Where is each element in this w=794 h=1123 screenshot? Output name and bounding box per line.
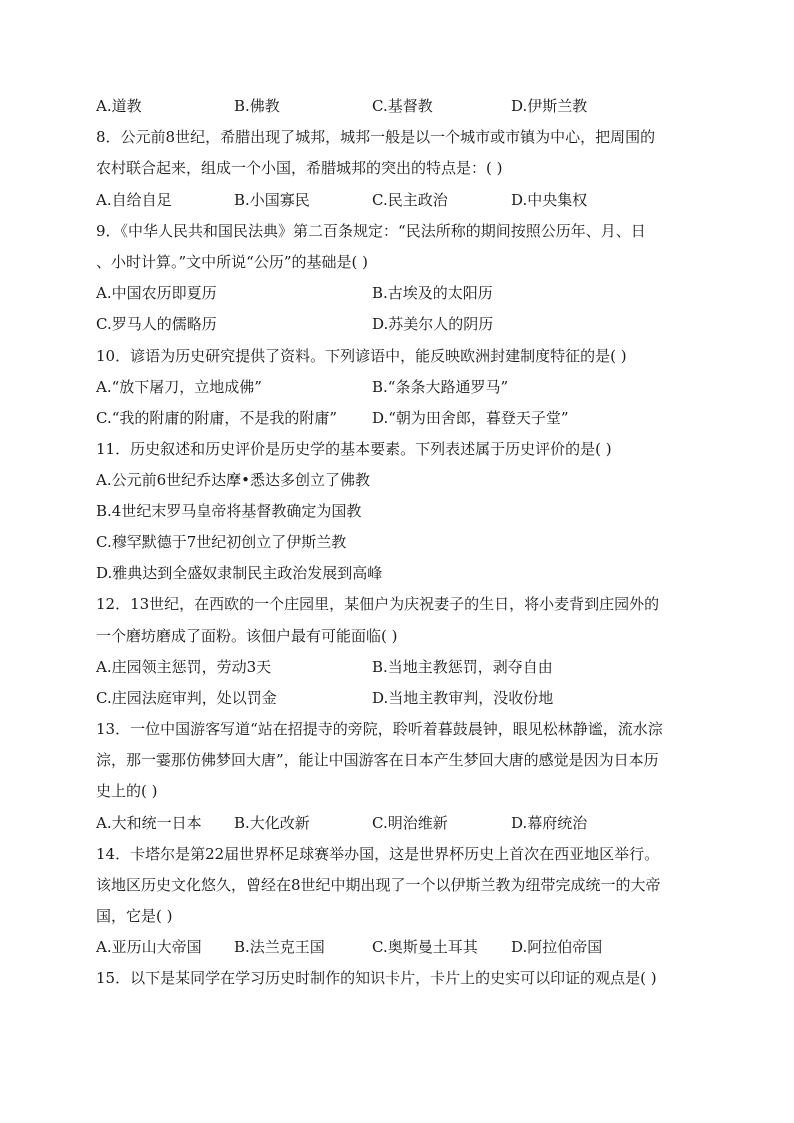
- option-b: B.古埃及的太阳历: [372, 284, 493, 302]
- option-b: B.法兰克王国: [234, 938, 325, 956]
- question-10-stem-line-1: 10．谚语为历史研究提供了资料。下列谚语中，能反映欧洲封建制度特征的是( ): [96, 347, 627, 365]
- question-11-option-c: C.穆罕默德于7世纪初创立了伊斯兰教: [96, 533, 347, 551]
- option-b: B.大化改新: [234, 814, 310, 832]
- option-c: C.明治维新: [372, 814, 448, 832]
- question-9-stem-line-1: 9．《中华人民共和国民法典》第二百条规定：“民法所称的期间按照公历年、月、日: [96, 222, 646, 240]
- option-d: D.阿拉伯帝国: [511, 938, 603, 956]
- question-11-stem-line-1: 11．历史叙述和历史评价是历史学的基本要素。下列表述属于历史评价的是( ): [96, 440, 612, 458]
- option-d: D.苏美尔人的阴历: [372, 315, 494, 333]
- option-a: A.大和统一日本: [96, 814, 202, 832]
- option-b: B.佛教: [234, 97, 280, 115]
- option-b: B.小国寡民: [234, 191, 310, 209]
- question-14-stem-line-3: 国，它是( ): [96, 907, 173, 925]
- question-14-stem-line-1: 14．卡塔尔是第22届世界杯足球赛举办国，这是世界杯历史上首次在西亚地区举行。: [96, 845, 660, 863]
- question-13-stem-line-2: 淙，那一霎那仿佛梦回大唐”，能让中国游客在日本产生梦回大唐的感觉是因为日本历: [96, 751, 659, 769]
- option-c: C.基督教: [372, 97, 433, 115]
- question-14-stem-line-2: 该地区历史文化悠久，曾经在8世纪中期出现了一个以伊斯兰教为纽带完成统一的大帝: [96, 876, 661, 894]
- option-a: A.“放下屠刀，立地成佛”: [96, 378, 262, 396]
- option-a: A.自给自足: [96, 191, 172, 209]
- option-c: C.民主政治: [372, 191, 448, 209]
- question-12-stem-line-1: 12．13世纪，在西欧的一个庄园里，某佃户为庆祝妻子的生日，将小麦背到庄园外的: [96, 595, 660, 613]
- option-a: A.道教: [96, 97, 142, 115]
- question-9-stem-line-2: 、小时计算。”文中所说“公历”的基础是( ): [96, 253, 368, 271]
- question-8-stem-line-1: 8．公元前8世纪，希腊出现了城邦，城邦一般是以一个城市或市镇为中心，把周围的: [96, 128, 656, 146]
- option-c: C.罗马人的儒略历: [96, 315, 217, 333]
- question-11-option-b: B.4世纪末罗马皇帝将基督教确定为国教: [96, 502, 362, 520]
- option-c: C.“我的附庸的附庸，不是我的附庸”: [96, 409, 338, 427]
- option-a: A.中国农历即夏历: [96, 284, 217, 302]
- option-d: D.伊斯兰教: [511, 97, 588, 115]
- option-a: A.亚历山大帝国: [96, 938, 202, 956]
- option-b: B.“条条大路通罗马”: [372, 378, 509, 396]
- question-11-option-a: A.公元前6世纪乔达摩•悉达多创立了佛教: [96, 471, 370, 489]
- option-b: B.当地主教惩罚，剥夺自由: [372, 658, 553, 676]
- option-d: D.“朝为田舍郎，暮登天子堂”: [372, 409, 569, 427]
- question-13-stem-line-1: 13．一位中国游客写道“站在招提寺的旁院，聆听着暮鼓晨钟，眼见松林静谧，流水淙: [96, 720, 663, 738]
- question-12-stem-line-2: 一个磨坊磨成了面粉。该佃户最有可能面临( ): [96, 627, 398, 645]
- option-c: C.奥斯曼土耳其: [372, 938, 478, 956]
- option-d: D.中央集权: [511, 191, 588, 209]
- option-d: D.当地主教审判，没收份地: [372, 689, 554, 707]
- question-13-stem-line-3: 史上的( ): [96, 782, 158, 800]
- option-c: C.庄园法庭审判，处以罚金: [96, 689, 277, 707]
- question-8-stem-line-2: 农村联合起来，组成一个小国，希腊城邦的突出的特点是：( ): [96, 159, 503, 177]
- question-11-option-d: D.雅典达到全盛奴隶制民主政治发展到高峰: [96, 564, 383, 582]
- question-15-stem-line-1: 15．以下是某同学在学习历史时制作的知识卡片，卡片上的史实可以印证的观点是( ): [96, 969, 657, 987]
- option-a: A.庄园领主惩罚，劳动3天: [96, 658, 272, 676]
- option-d: D.幕府统治: [511, 814, 588, 832]
